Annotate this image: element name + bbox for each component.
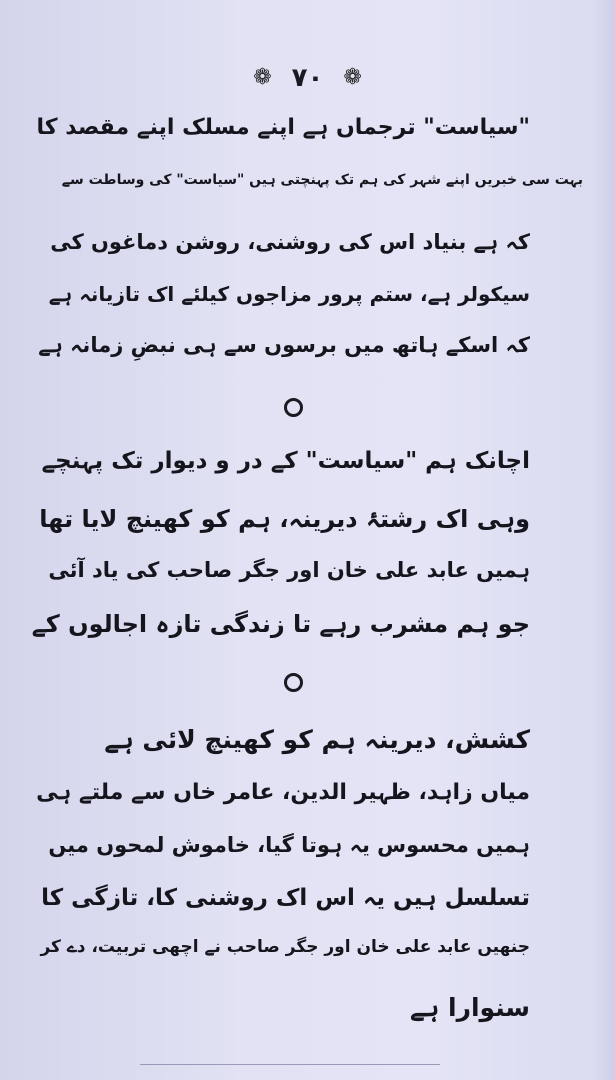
verse-line: کشش، دیرینہ ہم کو کھینچ لائی ہے: [104, 725, 530, 754]
verse-line: کہ ہے بنیاد اس کی روشنی، روشن دماغوں کی: [50, 230, 530, 254]
page-bottom-rule: [140, 1064, 440, 1065]
verse-line: ہمیں محسوس یہ ہوتا گیا، خاموش لمحوں میں: [48, 833, 530, 857]
verse-line: "سیاست" ترجماں ہے اپنے مسلک اپنے مقصد کا: [36, 115, 530, 140]
verse-line: بہت سی خبریں اپنے شہر کی ہم تک پہنچتی ہیں "سیاست" کی وساطت سے: [61, 172, 583, 188]
verse-line: کہ اسکے ہاتھ میں برسوں سے ہی نبضِ زمانہ ہے: [38, 333, 530, 357]
verse-line: وہی اک رشتۂ دیرینہ، ہم کو کھینچ لایا تھا: [39, 505, 530, 533]
ornament-right-icon: ❁: [343, 65, 362, 90]
verse-line: جنھیں عابد علی خان اور جگر صاحب نے اچھی تربیت، دے کر: [40, 937, 530, 957]
verse-line: میاں زاہد، ظہیر الدین، عامر خاں سے ملتے ہی: [36, 780, 530, 805]
verse-line: سنوارا ہے: [410, 993, 530, 1022]
verse-line: سیکولر ہے، ستم پرور مزاجوں کیلئے اک تازیانہ ہے: [48, 282, 530, 306]
verse-line: ہمیں عابد علی خان اور جگر صاحب کی یاد آئی: [48, 558, 530, 582]
page-number: ۷۰: [291, 63, 324, 93]
page-edge-shadow: [593, 0, 615, 1080]
stanza-separator-circle: [284, 398, 303, 417]
stanza-separator-circle: [284, 673, 303, 692]
verse-line: جو ہم مشرب رہے تا زندگی تازہ اجالوں کے: [31, 610, 530, 638]
ornament-left-icon: ❁: [253, 65, 272, 90]
verse-line: اچانک ہم "سیاست" کے در و دیوار تک پہنچے: [41, 448, 530, 474]
verse-line: تسلسل ہیں یہ اس اک روشنی کا، تازگی کا: [41, 885, 530, 911]
page-header: [0, 58, 615, 98]
